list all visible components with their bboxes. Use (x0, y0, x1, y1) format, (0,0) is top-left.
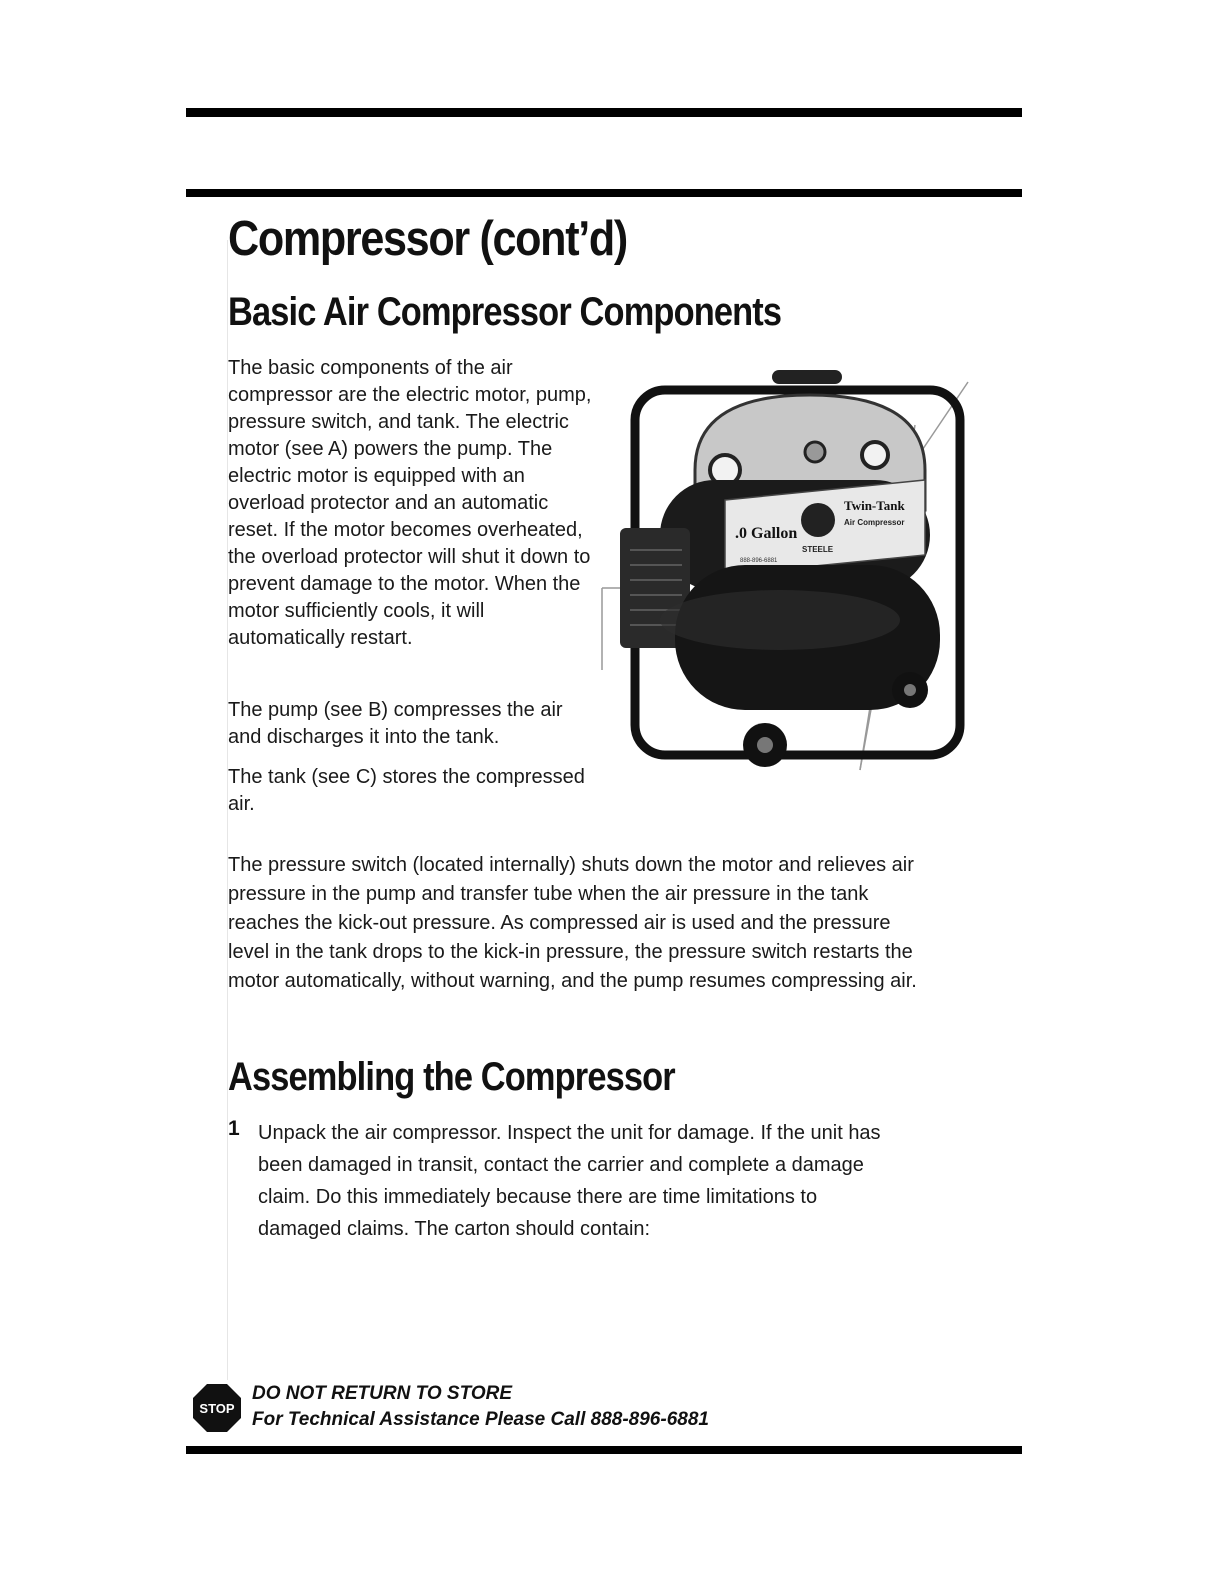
bottom-rule (186, 1446, 1022, 1454)
stop-label: STOP (199, 1401, 235, 1416)
compressor-photo (600, 360, 980, 780)
paragraph-pressure-switch: The pressure switch (located internally) shuts down the motor and relieves air pressure in the pump and transfer tube when the air pressure in the tank reaches the kick-out pressure. As compressed air is used and the pressure level in the tank drops to the kick-in pressure, the pressure switch restarts the motor automatically, without warning, and the pump resumes compressing air. (228, 854, 917, 992)
top-rule (186, 108, 1022, 117)
footer-line-return: DO NOT RETURN TO STORE (252, 1383, 513, 1404)
paragraph-pump: The pump (see B) compresses the air and discharges it into the tank. (228, 699, 563, 748)
footer-notice (192, 1381, 792, 1437)
label-gallon: .0 Gallon (735, 525, 798, 542)
footer-line-assistance: For Technical Assistance Please Call 888-896-6881 (252, 1409, 709, 1430)
handle (772, 370, 842, 384)
section-title-assembly: Assembling the Compressor (228, 1055, 675, 1099)
label-phone: 888-896-6881 (740, 558, 778, 564)
label-brand: STEELE (802, 545, 834, 554)
gauge-right (862, 442, 888, 468)
brand-logo (801, 503, 835, 537)
regulator-knob (805, 442, 825, 462)
step-number: 1 (228, 1117, 240, 1140)
header-rule (186, 189, 1022, 197)
stop-sign-icon (192, 1383, 242, 1433)
paragraph-tank: The tank (see C) stores the compressed air. (228, 766, 585, 815)
label-air-compressor: Air Compressor (844, 518, 905, 527)
paragraph-motor: The basic components of the air compressor are the electric motor, pump, pressure switch, and tank. The electric motor (see A) powers the pump. The electric motor is equipped with an overload protector and an automatic reset. If the motor becomes overheated, the overload protector will shut it down to prevent damage to the motor. When the motor sufficiently cools, it will automatically restart. (228, 357, 592, 649)
step-text: Unpack the air compressor. Inspect the unit for damage. If the unit has been damaged in transit, contact the carrier and complete a damage claim. Do this immediately because there are time limitations to damaged claims. The carton should contain: (258, 1122, 881, 1240)
label-twin-tank: Twin-Tank (844, 498, 905, 513)
section-title-components: Basic Air Compressor Components (228, 290, 782, 334)
page-title: Compressor (cont’d) (228, 212, 627, 266)
